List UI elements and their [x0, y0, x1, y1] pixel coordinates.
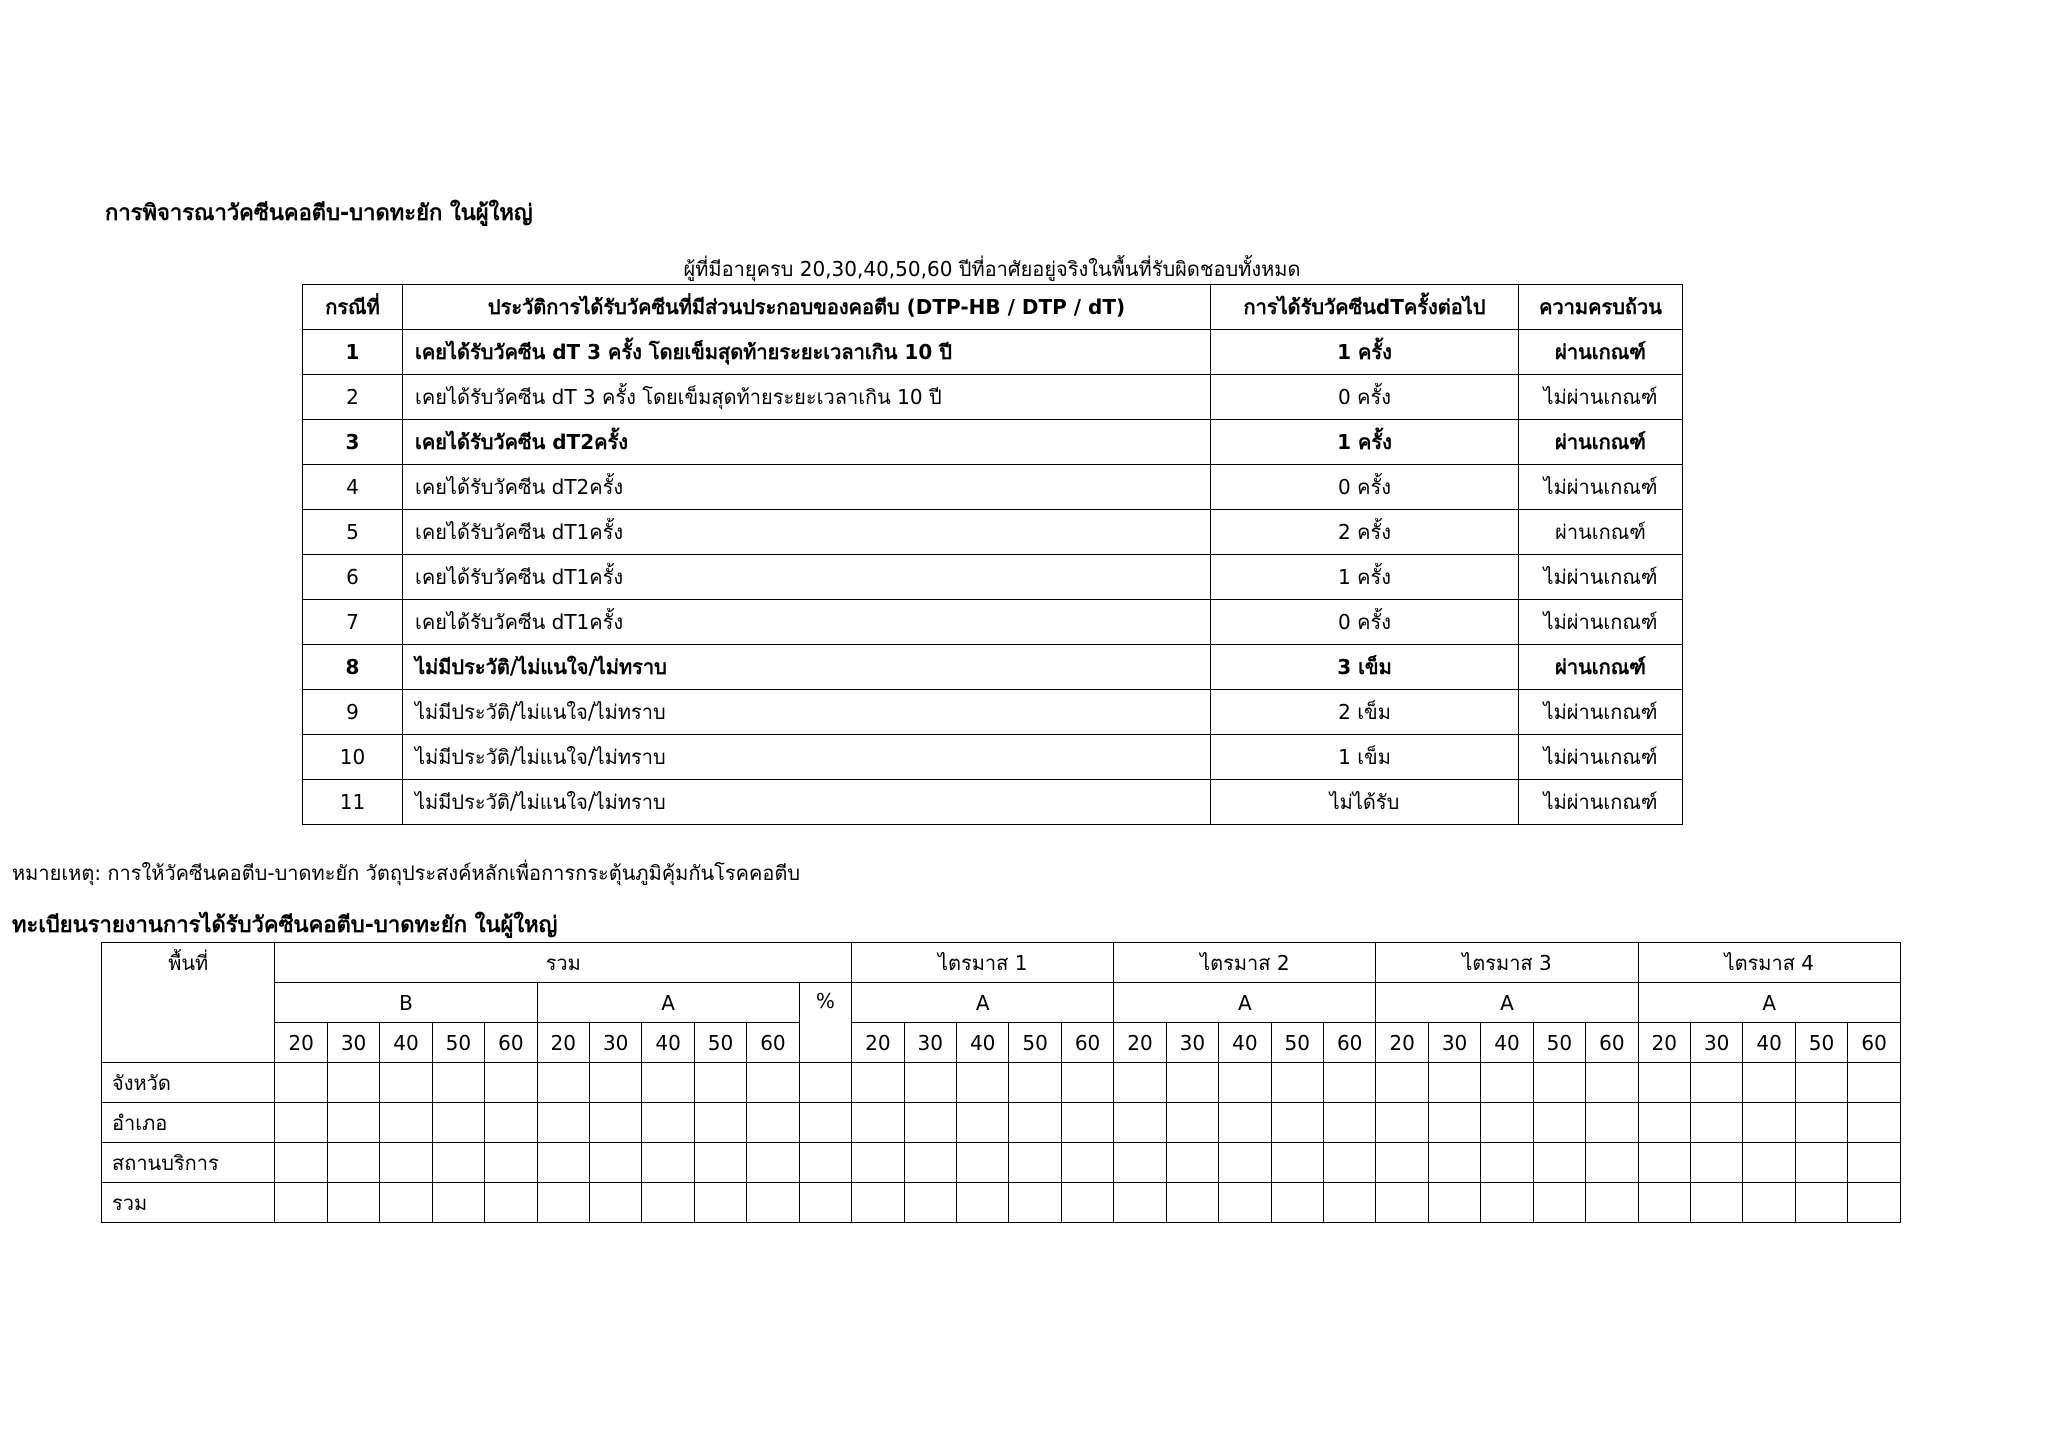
age-header: 20 [1376, 1023, 1428, 1063]
data-cell [1690, 1183, 1742, 1223]
table-row [303, 690, 1683, 735]
criteria-table-body [303, 330, 1683, 825]
data-cell [1481, 1143, 1533, 1183]
data-cell [1586, 1143, 1638, 1183]
table-row [303, 780, 1683, 825]
table-row [303, 555, 1683, 600]
data-cell [799, 1103, 851, 1143]
completeness-cell: ผ่านเกณฑ์ [1519, 510, 1683, 555]
next-doses-cell: 2 ครั้ง [1211, 510, 1519, 555]
data-cell [1428, 1063, 1480, 1103]
quarter-header: ไตรมาส 3 [1376, 943, 1638, 983]
data-cell [1323, 1183, 1375, 1223]
data-cell [432, 1103, 484, 1143]
data-cell [1009, 1143, 1061, 1183]
age-header: 50 [1795, 1023, 1847, 1063]
next-doses-cell: 0 ครั้ง [1211, 465, 1519, 510]
data-cell [956, 1063, 1008, 1103]
history-cell: ไม่มีประวัติ/ไม่แนใจ/ไม่ทราบ [403, 735, 1211, 780]
data-cell [1428, 1143, 1480, 1183]
data-cell [852, 1183, 904, 1223]
next-doses-cell: 1 ครั้ง [1211, 330, 1519, 375]
total-header: รวม [275, 943, 852, 983]
note-text: หมายเหตุ: การให้วัคซีนคอตีบ-บาดทะยัก วัตถุประสงค์หลักเพื่อการกระตุ้นภูมิคุ้มกันโรคคอตีบ [12, 861, 801, 885]
data-cell [904, 1063, 956, 1103]
history-cell: เคยได้รับวัคซีน dT1ครั้ง [403, 600, 1211, 645]
data-cell [1271, 1143, 1323, 1183]
age-header: 60 [1061, 1023, 1113, 1063]
data-cell [275, 1103, 327, 1143]
data-cell [380, 1063, 432, 1103]
case-number-cell: 7 [303, 600, 403, 645]
data-cell [589, 1063, 641, 1103]
table-row [303, 510, 1683, 555]
row-label: สถานบริการ [102, 1143, 275, 1183]
table-row [303, 600, 1683, 645]
data-cell [1795, 1103, 1847, 1143]
data-cell [1690, 1103, 1742, 1143]
data-cell [799, 1143, 851, 1183]
completeness-cell: ไม่ผ่านเกณฑ์ [1519, 600, 1683, 645]
table-row [303, 465, 1683, 510]
data-cell [1271, 1063, 1323, 1103]
completeness-cell: ไม่ผ่านเกณฑ์ [1519, 735, 1683, 780]
history-cell: เคยได้รับวัคซีน dT2ครั้ง [403, 465, 1211, 510]
row-label: จังหวัด [102, 1063, 275, 1103]
table-row [303, 420, 1683, 465]
data-cell [1481, 1103, 1533, 1143]
case-number-cell: 3 [303, 420, 403, 465]
case-number-cell: 6 [303, 555, 403, 600]
completeness-cell: ผ่านเกณฑ์ [1519, 645, 1683, 690]
data-cell [1428, 1183, 1480, 1223]
data-cell [956, 1183, 1008, 1223]
age-header: 30 [904, 1023, 956, 1063]
data-cell [1848, 1103, 1901, 1143]
data-cell [1533, 1103, 1585, 1143]
age-header: 20 [1638, 1023, 1690, 1063]
age-header: 60 [1586, 1023, 1638, 1063]
age-header: 50 [1533, 1023, 1585, 1063]
completeness-cell: ไม่ผ่านเกณฑ์ [1519, 465, 1683, 510]
next-doses-cell: 2 เข็ม [1211, 690, 1519, 735]
data-cell [1638, 1183, 1690, 1223]
history-cell: เคยได้รับวัคซีน dT2ครั้ง [403, 420, 1211, 465]
data-cell [1166, 1063, 1218, 1103]
data-cell [1219, 1183, 1271, 1223]
history-cell: ไม่มีประวัติ/ไม่แนใจ/ไม่ทราบ [403, 780, 1211, 825]
data-cell [1586, 1103, 1638, 1143]
completeness-cell: ผ่านเกณฑ์ [1519, 420, 1683, 465]
data-cell [1376, 1183, 1428, 1223]
quarter-header: ไตรมาส 2 [1114, 943, 1376, 983]
data-cell [485, 1143, 537, 1183]
quarter-header: ไตรมาส 1 [852, 943, 1114, 983]
age-header: 60 [747, 1023, 799, 1063]
data-cell [1219, 1143, 1271, 1183]
data-cell [694, 1183, 746, 1223]
data-cell [380, 1183, 432, 1223]
data-cell [1481, 1183, 1533, 1223]
header-completeness: ความครบถ้วน [1519, 285, 1683, 330]
data-cell [1114, 1143, 1166, 1183]
case-number-cell: 2 [303, 375, 403, 420]
case-number-cell: 5 [303, 510, 403, 555]
next-doses-cell: 1 ครั้ง [1211, 555, 1519, 600]
data-cell [1533, 1143, 1585, 1183]
age-header: 40 [956, 1023, 1008, 1063]
data-cell [275, 1063, 327, 1103]
table-row [102, 1103, 1901, 1143]
header-next-doses: การได้รับวัคซีนdTครั้งต่อไป [1211, 285, 1519, 330]
data-cell [1166, 1103, 1218, 1143]
data-cell [1061, 1143, 1113, 1183]
criteria-table-caption: ผู้ที่มีอายุครบ 20,30,40,50,60 ปีที่อาศัยอยู่จริงในพื้นที่รับผิดชอบทั้งหมด [683, 257, 1301, 281]
data-cell [537, 1183, 589, 1223]
age-header: 20 [275, 1023, 327, 1063]
group-header: A [537, 983, 799, 1023]
table-row [102, 1063, 1901, 1103]
data-cell [1743, 1143, 1795, 1183]
data-cell [1795, 1063, 1847, 1103]
data-cell [1481, 1063, 1533, 1103]
age-header: 40 [380, 1023, 432, 1063]
completeness-cell: ไม่ผ่านเกณฑ์ [1519, 375, 1683, 420]
percent-header: % [799, 983, 851, 1063]
data-cell [1061, 1183, 1113, 1223]
data-cell [537, 1103, 589, 1143]
data-cell [852, 1063, 904, 1103]
case-number-cell: 10 [303, 735, 403, 780]
page-title: การพิจารณาวัคซีนคอตีบ-บาดทะยัก ในผู้ใหญ่ [105, 201, 533, 226]
case-number-cell: 9 [303, 690, 403, 735]
data-cell [589, 1103, 641, 1143]
history-cell: เคยได้รับวัคซีน dT 3 ครั้ง โดยเข็มสุดท้ายระยะเวลาเกิน 10 ปี [403, 375, 1211, 420]
age-header: 20 [852, 1023, 904, 1063]
area-header: พื้นที่ [102, 943, 275, 1063]
data-cell [1114, 1103, 1166, 1143]
register-title: ทะเบียนรายงานการได้รับวัคซีนคอตีบ-บาดทะยัก ในผู้ใหญ่ [12, 913, 558, 938]
age-header: 50 [1271, 1023, 1323, 1063]
age-header: 50 [1009, 1023, 1061, 1063]
data-cell [589, 1183, 641, 1223]
register-header-row [102, 983, 1901, 1023]
data-cell [327, 1143, 379, 1183]
data-cell [747, 1063, 799, 1103]
data-cell [799, 1063, 851, 1103]
data-cell [1166, 1183, 1218, 1223]
history-cell: เคยได้รับวัคซีน dT 3 ครั้ง โดยเข็มสุดท้ายระยะเวลาเกิน 10 ปี [403, 330, 1211, 375]
register-header-row [102, 1023, 1901, 1063]
row-label: รวม [102, 1183, 275, 1223]
table-row [303, 375, 1683, 420]
data-cell [852, 1143, 904, 1183]
age-header: 20 [537, 1023, 589, 1063]
group-header: B [275, 983, 537, 1023]
data-cell [485, 1183, 537, 1223]
data-cell [642, 1143, 694, 1183]
data-cell [642, 1103, 694, 1143]
data-cell [1271, 1103, 1323, 1143]
data-cell [432, 1183, 484, 1223]
data-cell [694, 1063, 746, 1103]
data-cell [380, 1103, 432, 1143]
age-header: 20 [1114, 1023, 1166, 1063]
case-number-cell: 1 [303, 330, 403, 375]
data-cell [956, 1143, 1008, 1183]
next-doses-cell: 3 เข็ม [1211, 645, 1519, 690]
case-number-cell: 11 [303, 780, 403, 825]
data-cell [1376, 1063, 1428, 1103]
data-cell [1219, 1103, 1271, 1143]
data-cell [642, 1063, 694, 1103]
data-cell [904, 1143, 956, 1183]
age-header: 30 [1690, 1023, 1742, 1063]
case-number-cell: 8 [303, 645, 403, 690]
age-header: 40 [1219, 1023, 1271, 1063]
history-cell: เคยได้รับวัคซีน dT1ครั้ง [403, 555, 1211, 600]
data-cell [694, 1143, 746, 1183]
completeness-cell: ผ่านเกณฑ์ [1519, 330, 1683, 375]
data-cell [747, 1103, 799, 1143]
group-header: A [1638, 983, 1900, 1023]
data-cell [747, 1183, 799, 1223]
data-cell [1323, 1063, 1375, 1103]
data-cell [327, 1183, 379, 1223]
data-cell [904, 1103, 956, 1143]
data-cell [537, 1143, 589, 1183]
data-cell [1323, 1143, 1375, 1183]
data-cell [1219, 1063, 1271, 1103]
age-header: 30 [1166, 1023, 1218, 1063]
data-cell [1586, 1063, 1638, 1103]
data-cell [852, 1103, 904, 1143]
data-cell [642, 1183, 694, 1223]
age-header: 50 [432, 1023, 484, 1063]
age-header: 30 [589, 1023, 641, 1063]
header-case: กรณีที่ [303, 285, 403, 330]
data-cell [275, 1143, 327, 1183]
next-doses-cell: ไม่ได้รับ [1211, 780, 1519, 825]
age-header: 60 [1323, 1023, 1375, 1063]
data-cell [1166, 1143, 1218, 1183]
quarter-header: ไตรมาส 4 [1638, 943, 1900, 983]
data-cell [747, 1143, 799, 1183]
data-cell [1323, 1103, 1375, 1143]
data-cell [1795, 1183, 1847, 1223]
register-header-row [102, 943, 1901, 983]
group-header: A [1376, 983, 1638, 1023]
data-cell [327, 1103, 379, 1143]
next-doses-cell: 1 ครั้ง [1211, 420, 1519, 465]
table-row [303, 330, 1683, 375]
next-doses-cell: 1 เข็ม [1211, 735, 1519, 780]
data-cell [1376, 1143, 1428, 1183]
age-header: 30 [327, 1023, 379, 1063]
history-cell: ไม่มีประวัติ/ไม่แนใจ/ไม่ทราบ [403, 645, 1211, 690]
data-cell [380, 1143, 432, 1183]
age-header: 60 [1848, 1023, 1901, 1063]
table-row [303, 645, 1683, 690]
data-cell [1428, 1103, 1480, 1143]
data-cell [432, 1063, 484, 1103]
table-row [102, 1183, 1901, 1223]
data-cell [485, 1103, 537, 1143]
data-cell [1743, 1063, 1795, 1103]
criteria-table-header-row [303, 285, 1683, 330]
data-cell [1009, 1063, 1061, 1103]
history-cell: ไม่มีประวัติ/ไม่แนใจ/ไม่ทราบ [403, 690, 1211, 735]
row-label: อำเภอ [102, 1103, 275, 1143]
age-header: 40 [1481, 1023, 1533, 1063]
next-doses-cell: 0 ครั้ง [1211, 375, 1519, 420]
case-number-cell: 4 [303, 465, 403, 510]
data-cell [1743, 1103, 1795, 1143]
data-cell [1533, 1063, 1585, 1103]
data-cell [327, 1063, 379, 1103]
data-cell [1009, 1183, 1061, 1223]
data-cell [1061, 1063, 1113, 1103]
data-cell [432, 1143, 484, 1183]
data-cell [694, 1103, 746, 1143]
age-header: 50 [694, 1023, 746, 1063]
data-cell [956, 1103, 1008, 1143]
table-row [303, 735, 1683, 780]
data-cell [1638, 1063, 1690, 1103]
age-header: 40 [1743, 1023, 1795, 1063]
header-history: ประวัติการได้รับวัคซีนที่มีส่วนประกอบของคอตีบ (DTP-HB / DTP / dT) [403, 285, 1211, 330]
group-header: A [1114, 983, 1376, 1023]
age-header: 30 [1428, 1023, 1480, 1063]
data-cell [589, 1143, 641, 1183]
criteria-table [302, 284, 1683, 825]
data-cell [1271, 1183, 1323, 1223]
history-cell: เคยได้รับวัคซีน dT1ครั้ง [403, 510, 1211, 555]
completeness-cell: ไม่ผ่านเกณฑ์ [1519, 555, 1683, 600]
completeness-cell: ไม่ผ่านเกณฑ์ [1519, 780, 1683, 825]
data-cell [1848, 1183, 1901, 1223]
group-header: A [852, 983, 1114, 1023]
data-cell [1848, 1063, 1901, 1103]
data-cell [1690, 1143, 1742, 1183]
data-cell [1009, 1103, 1061, 1143]
data-cell [1376, 1103, 1428, 1143]
data-cell [1795, 1143, 1847, 1183]
data-cell [1848, 1143, 1901, 1183]
data-cell [1690, 1063, 1742, 1103]
data-cell [485, 1063, 537, 1103]
table-row [102, 1143, 1901, 1183]
next-doses-cell: 0 ครั้ง [1211, 600, 1519, 645]
data-cell [1586, 1183, 1638, 1223]
data-cell [275, 1183, 327, 1223]
data-cell [1533, 1183, 1585, 1223]
data-cell [1638, 1143, 1690, 1183]
completeness-cell: ไม่ผ่านเกณฑ์ [1519, 690, 1683, 735]
data-cell [1638, 1103, 1690, 1143]
data-cell [1114, 1063, 1166, 1103]
age-header: 60 [485, 1023, 537, 1063]
data-cell [904, 1183, 956, 1223]
data-cell [1114, 1183, 1166, 1223]
data-cell [799, 1183, 851, 1223]
data-cell [537, 1063, 589, 1103]
register-table [101, 942, 1901, 1223]
data-cell [1743, 1183, 1795, 1223]
age-header: 40 [642, 1023, 694, 1063]
data-cell [1061, 1103, 1113, 1143]
